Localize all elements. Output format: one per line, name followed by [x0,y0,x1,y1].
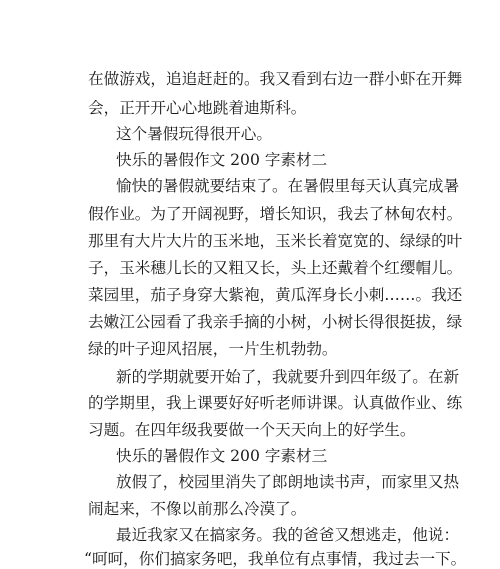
paragraph-line: 子，玉米穗儿长的又粗又长，头上还戴着个红缨帽儿。 [88,259,463,277]
paragraph-line: 那里有大片大片的玉米地，玉米长着宽宽的、绿绿的叶 [88,232,463,250]
paragraph-line: 会，正开开心心地跳着迪斯科。 [88,99,307,117]
paragraph-line: 习题。在四年级我要做一个天天向上的好学生。 [88,421,416,439]
paragraph-line: 这个暑假玩得很开心。 [116,125,272,143]
paragraph-line: 菜园里，茄子身穿大紫袍，黄瓜浑身长小刺……。我还 [88,286,463,304]
paragraph-line: 的学期里，我上课要好好听老师讲课。认真做作业、练 [88,394,463,412]
paragraph-line: 最近我家又在搞家务。我的爸爸又想逃走，他说： [116,526,460,544]
section-heading: 快乐的暑假作文 200 字素材三 [116,447,328,465]
paragraph-line: 新的学期就要开始了，我就要升到四年级了。在新 [116,368,460,386]
paragraph-line: 假作业。为了开阔视野，增长知识，我去了林甸农村。 [88,205,463,223]
section-heading: 快乐的暑假作文 200 字素材二 [116,151,328,169]
paragraph-line: 愉快的暑假就要结束了。在暑假里每天认真完成暑 [116,177,460,195]
paragraph-line: 放假了，校园里消失了郎朗地读书声，而家里又热 [116,473,460,491]
paragraph-line: 闹起来，不像以前那么冷漠了。 [88,500,307,518]
paragraph-line: 绿的叶子迎风招展，一片生机勃勃。 [88,340,338,358]
paragraph-line: 去嫩江公园看了我亲手摘的小树，小树长得很挺拔，绿 [88,313,463,331]
paragraph-line: “呵呵，你们搞家务吧，我单位有点事情，我过去一下。 [84,550,467,568]
paragraph-line: 在做游戏，追追赶赶的。我又看到右边一群小虾在开舞 [88,70,463,88]
